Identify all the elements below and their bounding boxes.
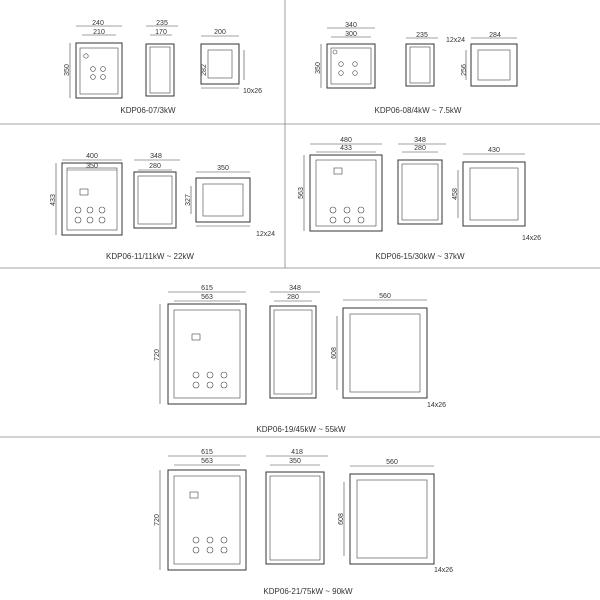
side-inner-depth-label: 350 bbox=[289, 458, 301, 465]
side-view bbox=[270, 285, 320, 398]
side-depth-label: 348 bbox=[414, 137, 426, 144]
model-label: KDP06-07/3kW bbox=[120, 106, 176, 115]
side-view bbox=[406, 32, 438, 86]
front-height-label: 720 bbox=[154, 349, 161, 361]
back-height-label: 608 bbox=[338, 513, 345, 525]
front-inner-width-label: 210 bbox=[93, 29, 105, 36]
panel-kdp06-19 bbox=[154, 285, 446, 434]
side-view bbox=[398, 137, 446, 224]
side-depth-label: 235 bbox=[156, 20, 168, 27]
back-width-label: 430 bbox=[488, 147, 500, 154]
front-height-label: 350 bbox=[64, 64, 71, 76]
back-width-label: 350 bbox=[217, 165, 229, 172]
front-width-label: 400 bbox=[86, 153, 98, 160]
front-width-label: 480 bbox=[340, 137, 352, 144]
side-view bbox=[266, 449, 328, 564]
model-label: KDP06-21/75kW ~ 90kW bbox=[263, 587, 353, 596]
front-inner-width-label: 563 bbox=[201, 458, 213, 465]
panel-kdp06-11 bbox=[50, 153, 275, 261]
hole-label: 14x26 bbox=[522, 235, 542, 242]
back-height-label: 282 bbox=[201, 64, 208, 76]
hole-label: 12x24 bbox=[446, 37, 466, 44]
front-view bbox=[315, 22, 375, 88]
front-width-label: 240 bbox=[92, 20, 104, 27]
front-view bbox=[298, 137, 382, 231]
side-depth-label: 235 bbox=[416, 32, 428, 39]
front-width-label: 340 bbox=[345, 22, 357, 29]
back-view bbox=[452, 147, 541, 242]
back-height-label: 608 bbox=[331, 347, 338, 359]
panel-kdp06-21 bbox=[154, 449, 453, 596]
side-inner-depth-label: 280 bbox=[287, 294, 299, 301]
front-height-label: 350 bbox=[315, 62, 322, 74]
front-view bbox=[154, 449, 246, 570]
hole-label: 14x26 bbox=[434, 567, 454, 574]
side-inner-depth-label: 280 bbox=[414, 145, 426, 152]
hole-label: 14x26 bbox=[427, 402, 447, 409]
model-label: KDP06-19/45kW ~ 55kW bbox=[256, 425, 346, 434]
back-height-label: 256 bbox=[461, 64, 468, 76]
front-inner-width-label: 433 bbox=[340, 145, 352, 152]
side-view bbox=[146, 20, 178, 96]
back-view bbox=[185, 165, 275, 238]
front-inner-width-label: 563 bbox=[201, 294, 213, 301]
front-width-label: 615 bbox=[201, 285, 213, 292]
front-height-label: 563 bbox=[298, 187, 305, 199]
model-label: KDP06-11/11kW ~ 22kW bbox=[106, 252, 194, 261]
panel-kdp06-08 bbox=[315, 22, 517, 115]
front-inner-width-label: 350 bbox=[86, 163, 98, 170]
panel-kdp06-15 bbox=[298, 137, 541, 261]
side-inner-depth-label: 170 bbox=[155, 29, 167, 36]
back-width-label: 560 bbox=[379, 293, 391, 300]
front-height-label: 720 bbox=[154, 514, 161, 526]
side-inner-depth-label: 280 bbox=[149, 163, 161, 170]
back-width-label: 200 bbox=[214, 29, 226, 36]
front-height-label: 433 bbox=[50, 194, 57, 206]
front-view bbox=[50, 153, 122, 235]
back-view bbox=[331, 293, 446, 409]
side-depth-label: 348 bbox=[150, 153, 162, 160]
side-depth-label: 418 bbox=[291, 449, 303, 456]
model-label: KDP06-15/30kW ~ 37kW bbox=[375, 252, 465, 261]
hole-label: 12x24 bbox=[256, 231, 276, 238]
back-width-label: 560 bbox=[386, 459, 398, 466]
front-view bbox=[154, 285, 246, 404]
side-view bbox=[134, 153, 180, 228]
front-width-label: 615 bbox=[201, 449, 213, 456]
back-view bbox=[446, 32, 517, 86]
model-label: KDP06-08/4kW ~ 7.5kW bbox=[374, 106, 462, 115]
back-view bbox=[201, 29, 262, 95]
back-view bbox=[338, 459, 453, 574]
front-inner-width-label: 300 bbox=[345, 31, 357, 38]
back-height-label: 458 bbox=[452, 188, 459, 200]
side-depth-label: 348 bbox=[289, 285, 301, 292]
hole-label: 10x26 bbox=[243, 88, 263, 95]
front-view bbox=[64, 20, 122, 98]
panel-kdp06-07 bbox=[64, 20, 262, 115]
back-height-label: 327 bbox=[185, 194, 192, 206]
back-width-label: 284 bbox=[489, 32, 501, 39]
